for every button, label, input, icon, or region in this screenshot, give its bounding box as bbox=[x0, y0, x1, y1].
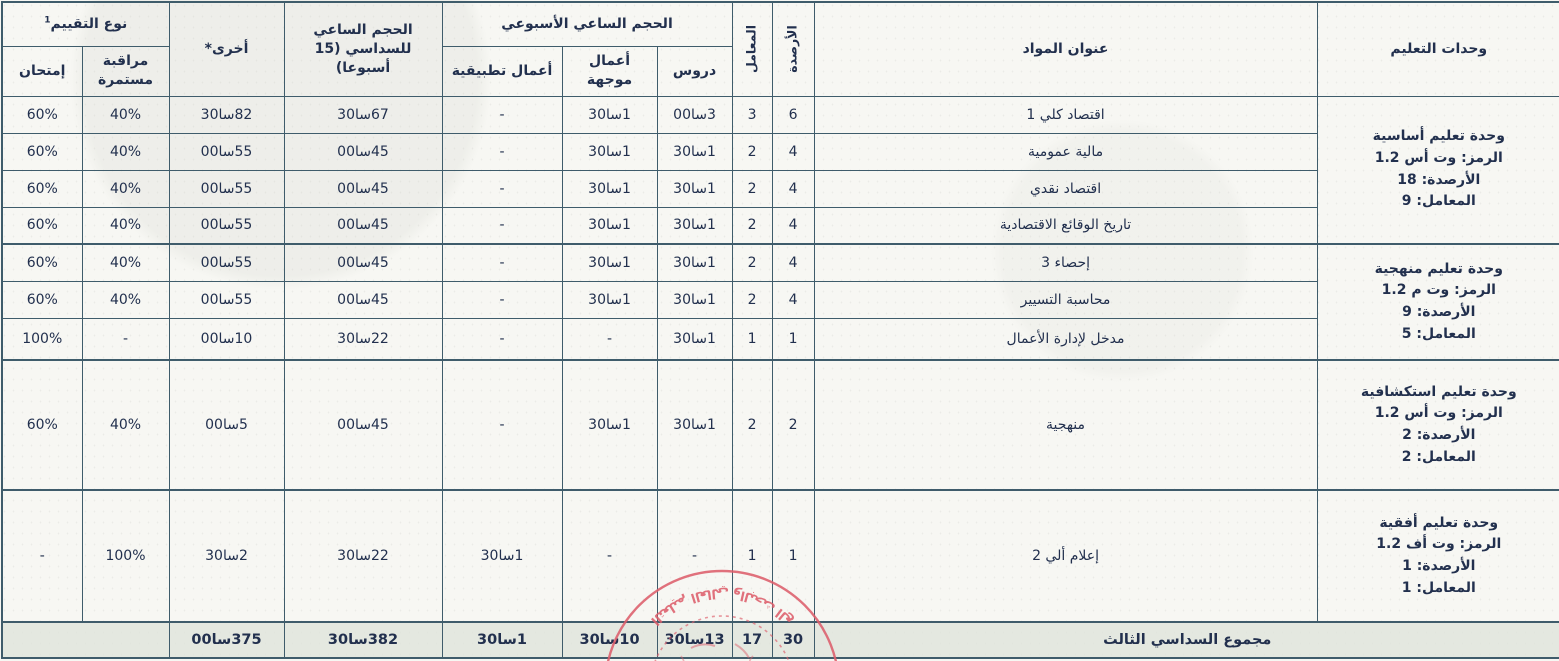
continuous-cell: 40% bbox=[82, 207, 169, 244]
table-row bbox=[2, 96, 1559, 133]
course-table bbox=[1, 1, 1559, 659]
semester-volume-cell: 45سا00 bbox=[284, 281, 442, 318]
credits-cell: 1 bbox=[772, 318, 814, 360]
table-row bbox=[2, 490, 1559, 622]
table-row bbox=[2, 360, 1559, 490]
unit-code: الرمز: وت أس 1.2 bbox=[1374, 405, 1503, 422]
stamp-arc-text: التعليم العالي والبحث الع bbox=[647, 585, 797, 628]
exam-cell: 60% bbox=[2, 133, 82, 170]
evaluation-footnote-mark: 1 bbox=[44, 15, 51, 26]
lectures-cell: - bbox=[657, 490, 732, 622]
credits-cell: 4 bbox=[772, 170, 814, 207]
directed-work-cell: 1سا30 bbox=[562, 170, 657, 207]
credits-cell: 4 bbox=[772, 281, 814, 318]
subject-cell: مدخل لإدارة الأعمال bbox=[814, 318, 1317, 360]
continuous-cell: 40% bbox=[82, 360, 169, 490]
directed-work-cell: 1سا30 bbox=[562, 360, 657, 490]
header-coefficient: المعامل bbox=[732, 2, 772, 96]
unit-credits: الأرصدة: 9 bbox=[1402, 304, 1476, 320]
unit-credits: الأرصدة: 2 bbox=[1402, 427, 1476, 443]
table-row bbox=[2, 244, 1559, 281]
other-cell: 10سا00 bbox=[169, 318, 284, 360]
other-cell: 55سا00 bbox=[169, 281, 284, 318]
semester-volume-cell: 22سا30 bbox=[284, 318, 442, 360]
coefficient-cell: 2 bbox=[732, 281, 772, 318]
lectures-cell: 1سا30 bbox=[657, 170, 732, 207]
exam-cell: 60% bbox=[2, 96, 82, 133]
practical-work-cell: - bbox=[442, 244, 562, 281]
footer-directed-work: 10سا30 bbox=[562, 622, 657, 658]
practical-work-cell: - bbox=[442, 318, 562, 360]
footer-practical-work: 1سا30 bbox=[442, 622, 562, 658]
exam-cell: 60% bbox=[2, 244, 82, 281]
header-units: وحدات التعليم bbox=[1317, 2, 1559, 96]
unit-code: الرمز: وت أف 1.2 bbox=[1376, 536, 1502, 553]
directed-work-cell: 1سا30 bbox=[562, 244, 657, 281]
practical-work-cell: - bbox=[442, 96, 562, 133]
unit-title: وحدة تعليم استكشافية bbox=[1360, 383, 1517, 400]
exam-cell: 60% bbox=[2, 170, 82, 207]
unit-code: الرمز: وت أس 1.2 bbox=[1374, 150, 1503, 167]
credits-cell: 2 bbox=[772, 360, 814, 490]
directed-work-cell: 1سا30 bbox=[562, 281, 657, 318]
practical-work-cell: - bbox=[442, 360, 562, 490]
subject-cell: مالية عمومية bbox=[814, 133, 1317, 170]
exam-cell: 60% bbox=[2, 360, 82, 490]
lectures-cell: 1سا30 bbox=[657, 133, 732, 170]
directed-work-cell: - bbox=[562, 318, 657, 360]
continuous-cell: 40% bbox=[82, 96, 169, 133]
subject-cell: منهجية bbox=[814, 360, 1317, 490]
footer-coefficient: 17 bbox=[732, 622, 772, 658]
header-exam: إمتحان bbox=[2, 46, 82, 96]
coefficient-cell: 1 bbox=[732, 490, 772, 622]
credits-cell: 6 bbox=[772, 96, 814, 133]
other-cell: 55سا00 bbox=[169, 207, 284, 244]
header-evaluation-type bbox=[2, 2, 169, 46]
other-cell: 5سا00 bbox=[169, 360, 284, 490]
footer-credits: 30 bbox=[772, 622, 814, 658]
exam-cell: 60% bbox=[2, 207, 82, 244]
other-cell: 55سا00 bbox=[169, 133, 284, 170]
semester-volume-cell: 67سا30 bbox=[284, 96, 442, 133]
semester-volume-cell: 45سا00 bbox=[284, 244, 442, 281]
footer-semester-volume: 382سا30 bbox=[284, 622, 442, 658]
other-cell: 82سا30 bbox=[169, 96, 284, 133]
continuous-cell: 40% bbox=[82, 281, 169, 318]
footer-evaluation-empty bbox=[2, 622, 169, 658]
credits-cell: 4 bbox=[772, 133, 814, 170]
lectures-cell: 1سا30 bbox=[657, 207, 732, 244]
continuous-cell: 40% bbox=[82, 170, 169, 207]
directed-work-cell: 1سا30 bbox=[562, 207, 657, 244]
credits-cell: 4 bbox=[772, 207, 814, 244]
unit-coefficient: المعامل: 9 bbox=[1401, 193, 1476, 210]
continuous-cell: 100% bbox=[82, 490, 169, 622]
coefficient-cell: 2 bbox=[732, 244, 772, 281]
coefficient-cell: 3 bbox=[732, 96, 772, 133]
header-other: أخرى* bbox=[169, 2, 284, 96]
footer-label: مجموع السداسي الثالث bbox=[814, 622, 1559, 658]
coefficient-cell: 2 bbox=[732, 207, 772, 244]
exam-cell: 100% bbox=[2, 318, 82, 360]
evaluation-type-label: نوع التقييم bbox=[50, 15, 128, 32]
directed-work-cell: - bbox=[562, 490, 657, 622]
coefficient-cell: 2 bbox=[732, 133, 772, 170]
unit-title: وحدة تعليم منهجية bbox=[1374, 260, 1503, 277]
practical-work-cell: - bbox=[442, 170, 562, 207]
other-cell: 2سا30 bbox=[169, 490, 284, 622]
header-weekly-volume: الحجم الساعي الأسبوعي bbox=[442, 2, 732, 46]
subject-cell: إعلام ألي 2 bbox=[814, 490, 1317, 622]
credits-cell: 1 bbox=[772, 490, 814, 622]
header-semester-volume: الحجم الساعي للسداسي (15 أسبوعا) bbox=[284, 2, 442, 96]
subject-cell: اقتصاد نقدي bbox=[814, 170, 1317, 207]
practical-work-cell: - bbox=[442, 281, 562, 318]
credits-cell: 4 bbox=[772, 244, 814, 281]
semester-volume-cell: 45سا00 bbox=[284, 360, 442, 490]
coefficient-cell: 1 bbox=[732, 318, 772, 360]
lectures-cell: 1سا30 bbox=[657, 318, 732, 360]
total-row bbox=[2, 622, 1559, 658]
lectures-cell: 3سا00 bbox=[657, 96, 732, 133]
unit-coefficient: المعامل: 2 bbox=[1401, 448, 1476, 465]
header-subjects: عنوان المواد bbox=[814, 2, 1317, 96]
header-practical-work: أعمال تطبيقية bbox=[442, 46, 562, 96]
continuous-cell: - bbox=[82, 318, 169, 360]
subject-cell: محاسبة التسيير bbox=[814, 281, 1317, 318]
exam-cell: - bbox=[2, 490, 82, 622]
practical-work-cell: - bbox=[442, 207, 562, 244]
unit-code: الرمز: وت م 1.2 bbox=[1381, 282, 1496, 299]
unit-title: وحدة تعليم أفقية bbox=[1379, 514, 1499, 531]
lectures-cell: 1سا30 bbox=[657, 281, 732, 318]
subject-cell: إحصاء 3 bbox=[814, 244, 1317, 281]
footer-other: 375سا00 bbox=[169, 622, 284, 658]
semester-volume-cell: 22سا30 bbox=[284, 490, 442, 622]
practical-work-cell: 1سا30 bbox=[442, 490, 562, 622]
footer-lectures: 13سا30 bbox=[657, 622, 732, 658]
coefficient-cell: 2 bbox=[732, 170, 772, 207]
unit-cell-transversal bbox=[1317, 490, 1559, 622]
semester-volume-cell: 45سا00 bbox=[284, 207, 442, 244]
directed-work-cell: 1سا30 bbox=[562, 96, 657, 133]
continuous-cell: 40% bbox=[82, 244, 169, 281]
practical-work-cell: - bbox=[442, 133, 562, 170]
other-cell: 55سا00 bbox=[169, 244, 284, 281]
header-continuous-assessment: مراقبة مستمرة bbox=[82, 46, 169, 96]
unit-coefficient: المعامل: 5 bbox=[1401, 325, 1476, 342]
header-directed-work: أعمال موجهة bbox=[562, 46, 657, 96]
exam-cell: 60% bbox=[2, 281, 82, 318]
unit-cell-methodology bbox=[1317, 244, 1559, 360]
header-credits: الأرصدة bbox=[772, 2, 814, 96]
subject-cell: تاريخ الوقائع الاقتصادية bbox=[814, 207, 1317, 244]
unit-title: وحدة تعليم أساسية bbox=[1372, 128, 1505, 145]
semester-volume-cell: 45سا00 bbox=[284, 170, 442, 207]
unit-coefficient: المعامل: 1 bbox=[1401, 579, 1476, 596]
coefficient-cell: 2 bbox=[732, 360, 772, 490]
lectures-cell: 1سا30 bbox=[657, 360, 732, 490]
unit-cell-fundamental bbox=[1317, 96, 1559, 244]
unit-cell-discovery bbox=[1317, 360, 1559, 490]
header-lectures: دروس bbox=[657, 46, 732, 96]
other-cell: 55سا00 bbox=[169, 170, 284, 207]
semester-volume-cell: 45سا00 bbox=[284, 133, 442, 170]
unit-credits: الأرصدة: 18 bbox=[1397, 171, 1481, 188]
lectures-cell: 1سا30 bbox=[657, 244, 732, 281]
continuous-cell: 40% bbox=[82, 133, 169, 170]
subject-cell: اقتصاد كلي 1 bbox=[814, 96, 1317, 133]
directed-work-cell: 1سا30 bbox=[562, 133, 657, 170]
unit-credits: الأرصدة: 1 bbox=[1402, 558, 1476, 574]
